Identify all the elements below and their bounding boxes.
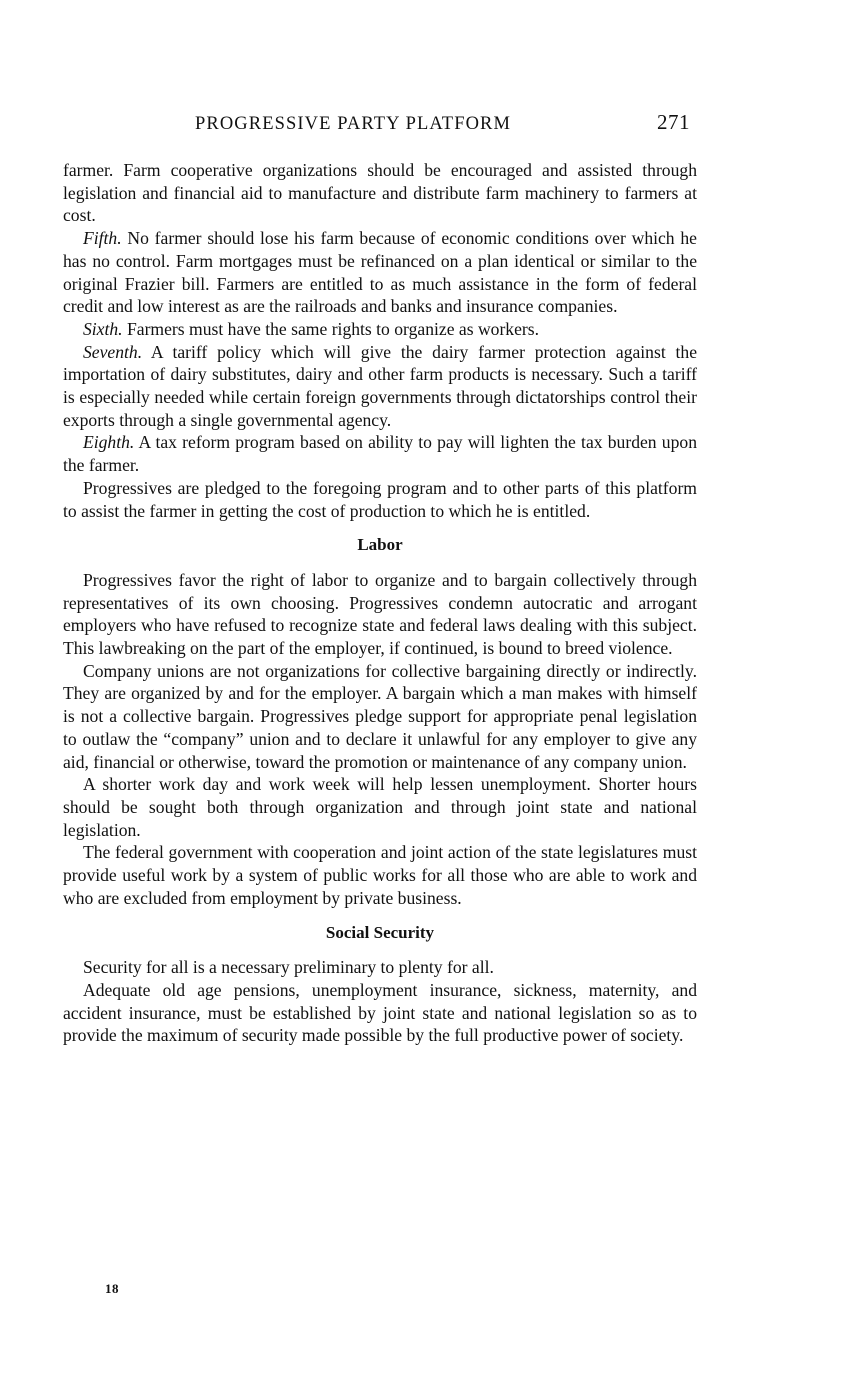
section-heading-social-security: Social Security xyxy=(325,922,435,942)
paragraph-labor-organize xyxy=(63,569,697,660)
paragraph-text: Security for all is a necessary preliminary to plenty for all. xyxy=(83,957,494,978)
paragraph-shorter-work-day xyxy=(63,773,697,841)
paragraph-security-for-all xyxy=(63,956,697,979)
running-title: PROGRESSIVE PARTY PLATFORM xyxy=(195,114,512,134)
paragraph-sixth xyxy=(63,318,697,341)
paragraph-text: The federal government with cooperation and joint action of the state legislatures must provide useful work by a system of public works for all those who are able to work and who are excluded from employment by private business. xyxy=(63,842,697,908)
paragraph-text: A tax reform program based on ability to pay will lighten the tax burden upon the farmer. xyxy=(63,432,697,476)
section-heading-labor: Labor xyxy=(357,535,403,555)
paragraph-lead-in: Eighth. xyxy=(83,432,135,453)
paragraph-pensions-insurance xyxy=(63,979,697,1047)
page-number: 271 xyxy=(657,110,690,134)
paragraph-text: Farmers must have the same rights to organize as workers. xyxy=(122,318,540,339)
paragraph-public-works xyxy=(63,841,697,909)
paragraph-fifth xyxy=(63,227,697,318)
paragraph-seventh xyxy=(63,341,697,432)
paragraph-lead-in: Seventh. xyxy=(83,341,143,362)
paragraph-text: farmer. Farm cooperative organizations should be encouraged and assisted through legislation and financial aid to manufacture and distribute farm machinery to farmers at cost. xyxy=(63,160,697,226)
paragraph-lead-in: Sixth. xyxy=(83,318,123,339)
paragraph-company-unions xyxy=(63,660,697,774)
paragraph-text: No farmer should lose his farm because of economic conditions over which he has no control. Farm mortgages must be refinanced on a plan identical or similar to the original Frazier bill. Farmers are entitled to as much assistance in the form of federal credit and low interest as are the railroads and banks and insurance companies. xyxy=(63,228,697,317)
body-text xyxy=(63,159,697,1047)
paragraph-lead-in: Fifth. xyxy=(83,228,122,249)
paragraph-text: Progressives are pledged to the foregoing program and to other parts of this platform to assist the farmer in getting the cost of production to which he is entitled. xyxy=(63,477,697,521)
paragraph-text: Progressives favor the right of labor to organize and to bargain collectively through representatives of its own choosing. Progressives condemn autocratic and arrogant employers who have refused to recognize state and federal laws dealing with this subject. This lawbreaking on the part of the employer, if continued, is bound to breed violence. xyxy=(63,569,697,659)
running-header xyxy=(62,110,690,138)
paragraph-eighth xyxy=(63,431,697,476)
paragraph-text: A tariff policy which will give the dairy farmer protection against the importation of dairy substitutes, dairy and other farm products is necessary. Such a tariff is especially needed while certain foreign governments through dictatorships control their exports through a single governmental agency. xyxy=(63,341,697,430)
paragraph-text: A shorter work day and work week will help lessen unemployment. Shorter hours should be sought both through organization and through joint state and national legislation. xyxy=(63,774,697,840)
paragraph-farmer-continuation xyxy=(63,159,697,227)
paragraph-text: Company unions are not organizations for collective bargaining directly or indirectly. They are organized by and for the employer. A bargain which a man makes with himself is not a collective bargain. Progressives pledge support for appropriate penal legislation to outlaw the “company” union and to declare it unlawful for any employer to give any aid, financial or otherwise, toward the promotion or maintenance of any company union. xyxy=(63,660,697,772)
paragraph-farm-pledge xyxy=(63,477,697,522)
printer-signature-mark: 18 xyxy=(105,1281,119,1296)
paragraph-text: Adequate old age pensions, unemployment insurance, sickness, maternity, and accident insurance, must be established by joint state and national legislation so as to provide the maximum of security made possible by the full productive power of society. xyxy=(63,979,697,1046)
